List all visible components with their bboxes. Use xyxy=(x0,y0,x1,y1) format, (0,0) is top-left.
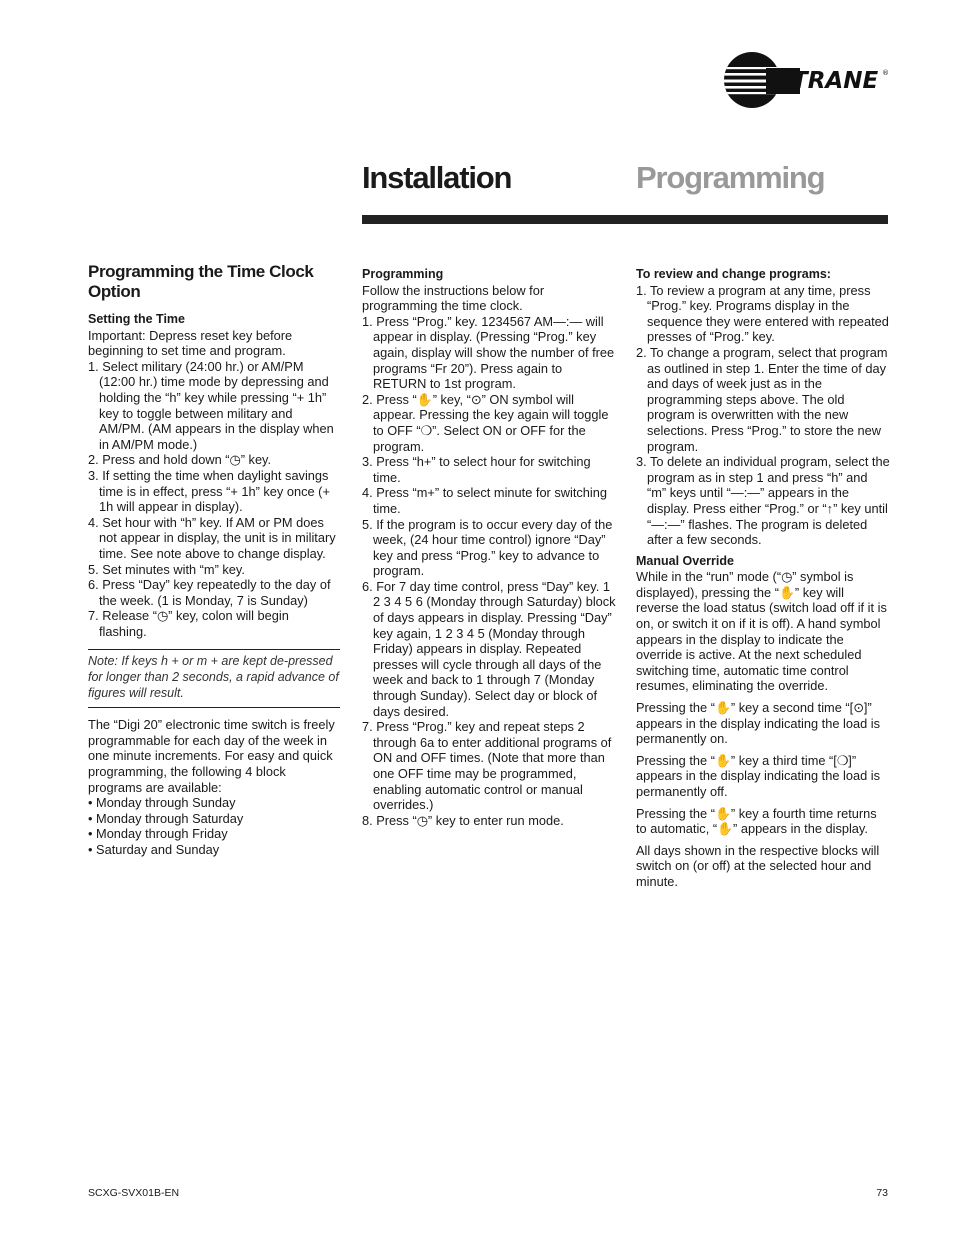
list-item: • Monday through Friday xyxy=(88,826,228,842)
list-item: 5. Set minutes with “m” key. xyxy=(88,561,245,577)
header-rule xyxy=(362,215,888,224)
list-item: 3. To delete an individual program, select the program as in step 1 and press “h” and “m” keys until “—:—” appears in the display. Press either “Prog.” or “↑” key until “—:—” flashes. The program is deleted after a few seconds. xyxy=(636,454,890,548)
list-item: 6. For 7 day time control, press “Day” key. 1 2 3 4 5 6 (Monday through Saturday) block of days appears in display. Pressing “Day” key again, 1 2 3 4 5 (Monday through Friday) appears in display. Repeated presses will cycle through all days of the week and back to 1 through 7 (Monday through Sunday). Select day or block of days desired. xyxy=(362,578,616,719)
programming-intro: Follow the instructions below for programming the time clock. xyxy=(362,282,545,314)
column-left xyxy=(88,262,340,858)
section-title: Installation xyxy=(362,160,512,195)
programming-steps xyxy=(362,314,618,829)
list-item: • Saturday and Sunday xyxy=(88,842,220,857)
column-middle xyxy=(362,267,618,828)
override-paragraph: Pressing the “✋” key a fourth time returns to automatic, “✋” appears in the display. xyxy=(636,805,877,837)
note-box: Note: If keys h + or m + are kept de-pressed for longer than 2 seconds, a rapid advance of figures will result. xyxy=(88,649,340,708)
list-item: 2. Press and hold down “◷” key. xyxy=(88,452,272,468)
list-item: 1. Press “Prog.” key. 1234567 AM—:— will appear in display. (Pressing “Prog.” key again, display will show the number of free programs “Fr 20”). Press again to RETURN to 1st program. xyxy=(362,313,615,392)
setting-time-intro: Important: Depress reset key before beginning to set time and program. xyxy=(88,327,293,359)
review-steps xyxy=(636,283,890,548)
list-item: 6. Press “Day” key repeatedly to the day of the week. (1 is Monday, 7 is Sunday) xyxy=(88,577,331,608)
list-item: 5. If the program is to occur every day of the week, (24 hour time control) ignore “Day” key and press “Prog.” key to advance to program. xyxy=(362,516,613,579)
list-item: 8. Press “◷” key to enter run mode. xyxy=(362,812,564,828)
list-item: • Monday through Sunday xyxy=(88,795,236,811)
brand-name: TRANE xyxy=(792,68,879,94)
column-title: Programming the Time Clock Option xyxy=(88,262,314,301)
column-right xyxy=(636,267,890,890)
list-item: 3. Press “h+” to select hour for switching time. xyxy=(362,454,591,485)
override-paragraph: Pressing the “✋” key a third time “[❍]” appears in the display indicating the load is permanently off. xyxy=(636,752,881,799)
list-item: 7. Release “◷” key, colon will begin flashing. xyxy=(88,608,289,639)
override-heading: Manual Override xyxy=(636,553,734,568)
list-item: 1. To review a program at any time, press “Prog.” key. Programs display in the sequence they were entered with repeated presses of “Prog.” key. xyxy=(636,282,889,345)
setting-time-steps xyxy=(88,359,340,640)
setting-time-heading: Setting the Time xyxy=(88,312,186,326)
block-program-list xyxy=(88,795,340,857)
digi20-description: The “Digi 20” electronic time switch is freely programmable for each day of the week in one minute increments. For easy and quick programming, the following 4 block programs are available: xyxy=(88,717,335,795)
page-number: 73 xyxy=(876,1187,888,1199)
list-item: • Monday through Saturday xyxy=(88,810,244,826)
trane-logo xyxy=(722,50,890,110)
override-paragraph: All days shown in the respective blocks will switch on (or off) at the selected hour and minute. xyxy=(636,842,880,889)
list-item: 4. Press “m+” to select minute for switching time. xyxy=(362,485,608,516)
registered-mark: ® xyxy=(882,69,889,77)
list-item: 4. Set hour with “h” key. If AM or PM does not appear in display, the unit is in military time. See note above to change display. xyxy=(88,514,336,561)
programming-heading: Programming xyxy=(362,267,444,281)
override-paragraph: While in the “run” mode (“◷” symbol is displayed), pressing the “✋” key will reverse the load status (switch load off if it is on, or switch it on if it is off). A hand symbol appears in the display to indicate the override is active. At the next scheduled switching time, automatic time control resumes, eliminating the override. xyxy=(636,569,887,694)
list-item: 1. Select military (24:00 hr.) or AM/PM (12:00 hr.) time mode by depressing and holding the “h” key while pressing “+ 1h” key to toggle between military and AM/PM. (AM appears in the display when in AM/PM mode.) xyxy=(88,358,334,452)
list-item: 3. If setting the time when daylight savings time is in effect, press “+ 1h” key once (+ 1h will appear in display). xyxy=(88,467,330,515)
list-item: 2. To change a program, select that program as outlined in step 1. Enter the time of day and days of week just as in the programming steps above. The old program is overwritten with the new selections. Press “Prog.” to store the new program. xyxy=(636,344,888,454)
list-item: 7. Press “Prog.” key and repeat steps 2 through 6a to enter additional programs of ON and OFF times. (Note that more than one OFF time may be programmed, enabling automatic control or manual overrides.) xyxy=(362,719,612,813)
list-item: 2. Press “✋” key, “⊙” ON symbol will appear. Pressing the key again will toggle to OFF “❍”. Select ON or OFF for the program. xyxy=(362,391,609,454)
override-paragraph: Pressing the “✋” key a second time “[⊙]” appears in the display indicating the load is permanently on. xyxy=(636,700,881,747)
subsection-title: Programming xyxy=(636,160,825,195)
review-heading: To review and change programs: xyxy=(636,267,831,281)
doc-code: SCXG-SVX01B-EN xyxy=(88,1187,180,1199)
